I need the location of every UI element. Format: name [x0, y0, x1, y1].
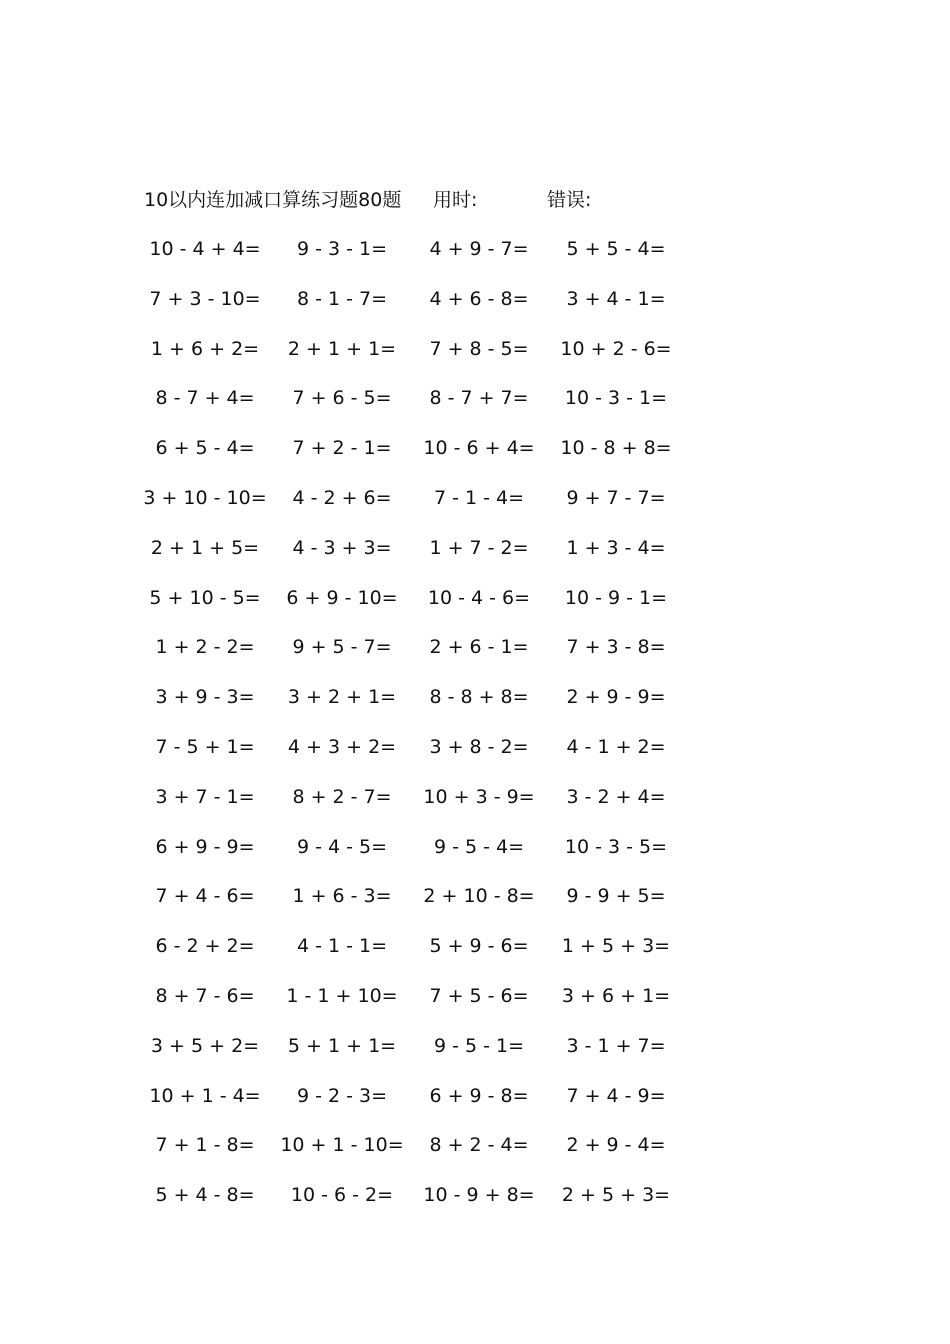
problem-item: 7 + 3 - 8=: [566, 636, 666, 659]
problem-item: 2 + 5 + 3=: [561, 1184, 671, 1207]
problem-item: 7 - 1 - 4=: [433, 486, 525, 509]
problem-item: 9 + 5 - 7=: [292, 636, 392, 659]
problem-item: 3 - 1 + 7=: [566, 1034, 666, 1057]
problem-item: 8 - 7 + 4=: [155, 387, 255, 410]
problem-item: 2 + 9 - 4=: [566, 1134, 666, 1157]
problem-item: 9 - 5 - 1=: [433, 1034, 525, 1057]
problem-item: 6 - 2 + 2=: [155, 935, 255, 958]
problem-item: 10 - 3 - 5=: [564, 835, 668, 858]
problem-item: 7 + 8 - 5=: [429, 337, 529, 360]
problem-item: 7 + 2 - 1=: [292, 437, 392, 460]
problem-item: 3 - 2 + 4=: [566, 785, 666, 808]
problem-item: 7 + 4 - 9=: [566, 1084, 666, 1107]
problem-row: [140, 932, 700, 982]
problem-row: [140, 235, 700, 285]
problem-item: 4 - 1 + 2=: [566, 735, 666, 758]
problem-row: [140, 633, 700, 683]
problem-row: [140, 783, 700, 833]
problem-item: 3 + 5 + 2=: [150, 1034, 260, 1057]
problem-row: [140, 833, 700, 883]
problem-row: [140, 434, 700, 484]
problem-item: 5 + 5 - 4=: [566, 238, 666, 260]
problem-item: 4 + 6 - 8=: [429, 287, 529, 310]
problem-row: [140, 534, 700, 584]
problem-item: 4 + 3 + 2=: [287, 735, 397, 758]
problem-item: 6 + 9 - 9=: [155, 835, 255, 858]
problem-item: 1 + 6 + 2=: [150, 337, 260, 360]
problem-item: 10 + 1 - 10=: [280, 1134, 404, 1157]
problem-item: 8 + 7 - 6=: [155, 984, 255, 1007]
error-count-label: 错误:: [547, 189, 592, 211]
problem-item: 3 + 2 + 1=: [287, 686, 397, 709]
problem-item: 10 - 9 - 1=: [564, 586, 668, 609]
problem-item: 2 + 1 + 1=: [287, 337, 397, 360]
problem-item: 7 + 1 - 8=: [155, 1134, 255, 1157]
problem-item: 10 + 2 - 6=: [560, 337, 672, 360]
problem-item: 7 - 5 + 1=: [155, 735, 255, 758]
problem-item: 4 - 3 + 3=: [292, 536, 392, 559]
problem-item: 10 - 8 + 8=: [560, 437, 672, 460]
problem-item: 10 - 6 + 4=: [423, 437, 535, 460]
problem-item: 10 + 3 - 9=: [423, 785, 535, 808]
problem-item: 8 + 2 - 4=: [429, 1134, 529, 1157]
problem-row: [140, 335, 700, 385]
problem-item: 7 + 4 - 6=: [155, 885, 255, 908]
problem-item: 9 + 7 - 7=: [566, 486, 666, 509]
problem-row: [140, 1131, 700, 1181]
problem-row: [140, 1082, 700, 1132]
problem-item: 3 + 8 - 2=: [429, 735, 529, 758]
problem-item: 3 + 4 - 1=: [566, 287, 666, 310]
problem-item: 1 + 7 - 2=: [429, 536, 529, 559]
problem-item: 5 + 4 - 8=: [155, 1184, 255, 1207]
problem-item: 5 + 9 - 6=: [429, 935, 529, 958]
problem-item: 3 + 10 - 10=: [143, 486, 267, 509]
problem-item: 1 - 1 + 10=: [286, 984, 398, 1007]
problem-item: 8 - 1 - 7=: [296, 287, 388, 310]
problem-grid: [140, 235, 700, 1231]
problem-item: 2 + 10 - 8=: [423, 885, 535, 908]
problem-item: 5 + 1 + 1=: [287, 1034, 397, 1057]
problem-row: [140, 1181, 700, 1231]
problem-row: [140, 882, 700, 932]
problem-item: 5 + 10 - 5=: [149, 586, 261, 609]
problem-row: [140, 683, 700, 733]
problem-item: 6 + 9 - 8=: [429, 1084, 529, 1107]
worksheet-header: [144, 186, 844, 214]
problem-item: 10 - 9 + 8=: [423, 1184, 535, 1207]
problem-item: 8 - 7 + 7=: [429, 387, 529, 410]
problem-item: 3 + 9 - 3=: [155, 686, 255, 709]
problem-row: [140, 982, 700, 1032]
problem-item: 9 - 5 - 4=: [433, 835, 525, 858]
problem-item: 9 - 4 - 5=: [296, 835, 388, 858]
problem-item: 2 + 6 - 1=: [429, 636, 529, 659]
problem-row: [140, 1032, 700, 1082]
problem-row: [140, 484, 700, 534]
problem-item: 10 + 1 - 4=: [149, 1084, 261, 1107]
problem-item: 8 - 8 + 8=: [429, 686, 529, 709]
problem-row: [140, 733, 700, 783]
problem-item: 4 - 2 + 6=: [292, 486, 392, 509]
problem-item: 10 - 3 - 1=: [564, 387, 668, 410]
problem-item: 10 - 4 - 6=: [427, 586, 531, 609]
problem-row: [140, 584, 700, 634]
problem-item: 3 + 7 - 1=: [155, 785, 255, 808]
problem-item: 6 + 5 - 4=: [155, 437, 255, 460]
problem-item: 1 + 6 - 3=: [292, 885, 392, 908]
problem-item: 7 + 3 - 10=: [149, 287, 261, 310]
problem-item: 3 + 6 + 1=: [561, 984, 671, 1007]
problem-item: 1 + 3 - 4=: [566, 536, 666, 559]
problem-item: 1 + 2 - 2=: [155, 636, 255, 659]
time-used-label: 用时:: [433, 189, 478, 211]
problem-item: 2 + 1 + 5=: [150, 536, 260, 559]
worksheet-title: 10以内连加减口算练习题80题: [144, 189, 402, 211]
problem-item: 7 + 5 - 6=: [429, 984, 529, 1007]
problem-item: 9 - 9 + 5=: [566, 885, 666, 908]
problem-item: 9 - 2 - 3=: [296, 1084, 388, 1107]
problem-item: 7 + 6 - 5=: [292, 387, 392, 410]
problem-item: 4 - 1 - 1=: [296, 935, 388, 958]
problem-item: 1 + 5 + 3=: [561, 935, 671, 958]
problem-item: 9 - 3 - 1=: [296, 238, 388, 260]
problem-item: 10 - 6 - 2=: [290, 1184, 394, 1207]
problem-row: [140, 384, 700, 434]
problem-item: 4 + 9 - 7=: [429, 238, 529, 260]
problem-item: 8 + 2 - 7=: [292, 785, 392, 808]
problem-row: [140, 285, 700, 335]
problem-item: 10 - 4 + 4=: [149, 238, 261, 260]
problem-item: 6 + 9 - 10=: [286, 586, 398, 609]
problem-item: 2 + 9 - 9=: [566, 686, 666, 709]
